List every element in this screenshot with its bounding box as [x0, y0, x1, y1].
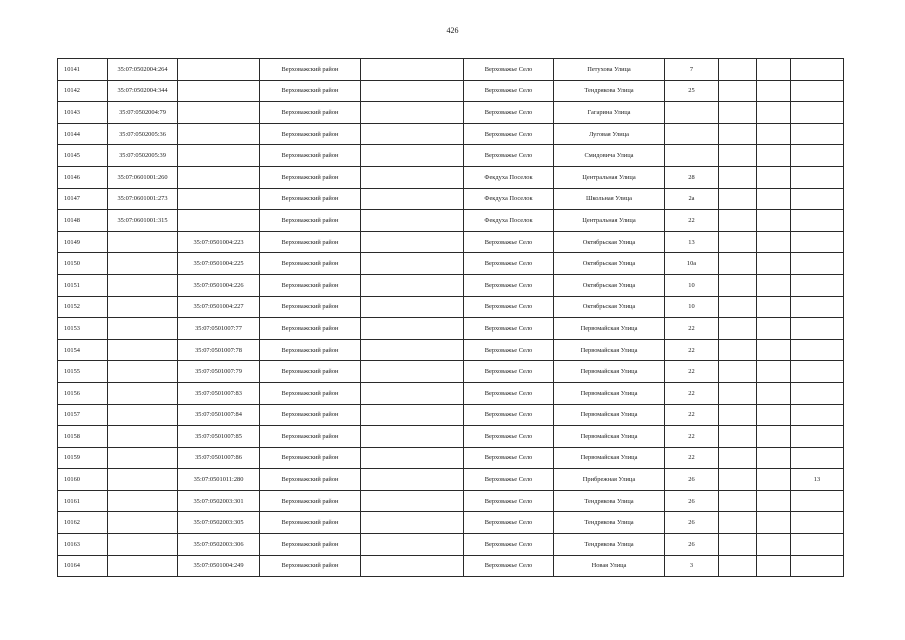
extra-cell-2 — [757, 253, 791, 275]
house-number-cell: 26 — [665, 469, 719, 491]
table-row — [58, 210, 844, 232]
house-number-cell: 22 — [665, 426, 719, 448]
district-cell: Верховажский район — [260, 512, 361, 534]
extra-cell-1 — [719, 534, 757, 556]
cadastral-number-b-cell — [178, 188, 260, 210]
street-cell: Тендрякова Улица — [554, 80, 665, 102]
extra-cell-3 — [791, 166, 844, 188]
extra-cell-1 — [719, 123, 757, 145]
empty-cell — [361, 253, 464, 275]
empty-cell — [361, 469, 464, 491]
settlement-cell: Верховажье Село — [464, 80, 554, 102]
house-number-cell: 26 — [665, 490, 719, 512]
cadastral-number-b-cell — [178, 145, 260, 167]
street-cell: Первомайская Улица — [554, 339, 665, 361]
extra-cell-3 — [791, 145, 844, 167]
house-number-cell: 22 — [665, 318, 719, 340]
cadastral-number-a-cell: 35:07:0502004:344 — [108, 80, 178, 102]
row-number-cell: 10141 — [58, 59, 108, 81]
empty-cell — [361, 339, 464, 361]
extra-cell-1 — [719, 102, 757, 124]
district-cell: Верховажский район — [260, 296, 361, 318]
empty-cell — [361, 361, 464, 383]
extra-cell-2 — [757, 231, 791, 253]
extra-cell-3: 13 — [791, 469, 844, 491]
cadastral-number-a-cell: 35:07:0502005:39 — [108, 145, 178, 167]
cadastral-number-b-cell — [178, 210, 260, 232]
district-cell: Верховажский район — [260, 145, 361, 167]
table-row — [58, 188, 844, 210]
cadastral-number-a-cell: 35:07:0502005:36 — [108, 123, 178, 145]
house-number-cell: 28 — [665, 166, 719, 188]
extra-cell-2 — [757, 361, 791, 383]
cadastral-number-a-cell: 35:07:0601001:315 — [108, 210, 178, 232]
district-cell: Верховажский район — [260, 188, 361, 210]
house-number-cell: 26 — [665, 534, 719, 556]
empty-cell — [361, 210, 464, 232]
street-cell: Тендрякова Улица — [554, 490, 665, 512]
empty-cell — [361, 404, 464, 426]
settlement-cell: Верховажье Село — [464, 447, 554, 469]
extra-cell-2 — [757, 210, 791, 232]
district-cell: Верховажский район — [260, 404, 361, 426]
extra-cell-2 — [757, 382, 791, 404]
extra-cell-1 — [719, 210, 757, 232]
district-cell: Верховажский район — [260, 447, 361, 469]
row-number-cell: 10164 — [58, 555, 108, 577]
row-number-cell: 10161 — [58, 490, 108, 512]
extra-cell-3 — [791, 426, 844, 448]
settlement-cell: Верховажье Село — [464, 339, 554, 361]
street-cell: Луговая Улица — [554, 123, 665, 145]
extra-cell-2 — [757, 404, 791, 426]
cadastral-number-b-cell: 35:07:0502003:301 — [178, 490, 260, 512]
street-cell: Октябрьская Улица — [554, 296, 665, 318]
table-row — [58, 102, 844, 124]
table-row — [58, 318, 844, 340]
cadastral-number-a-cell: 35:07:0601001:273 — [108, 188, 178, 210]
settlement-cell: Верховажье Село — [464, 426, 554, 448]
row-number-cell: 10155 — [58, 361, 108, 383]
cadastral-number-b-cell: 35:07:0501007:84 — [178, 404, 260, 426]
extra-cell-1 — [719, 166, 757, 188]
extra-cell-2 — [757, 512, 791, 534]
house-number-cell: 2а — [665, 188, 719, 210]
extra-cell-3 — [791, 123, 844, 145]
street-cell: Школьная Улица — [554, 188, 665, 210]
settlement-cell: Верховажье Село — [464, 469, 554, 491]
table-row — [58, 123, 844, 145]
street-cell: Тендрякова Улица — [554, 512, 665, 534]
district-cell: Верховажский район — [260, 318, 361, 340]
extra-cell-1 — [719, 145, 757, 167]
settlement-cell: Верховажье Село — [464, 318, 554, 340]
row-number-cell: 10158 — [58, 426, 108, 448]
extra-cell-3 — [791, 188, 844, 210]
cadastral-number-b-cell — [178, 102, 260, 124]
extra-cell-2 — [757, 166, 791, 188]
extra-cell-3 — [791, 490, 844, 512]
cadastral-number-a-cell: 35:07:0601001:260 — [108, 166, 178, 188]
cadastral-number-b-cell: 35:07:0501004:225 — [178, 253, 260, 275]
extra-cell-2 — [757, 59, 791, 81]
cadastral-number-b-cell — [178, 123, 260, 145]
extra-cell-1 — [719, 296, 757, 318]
extra-cell-3 — [791, 447, 844, 469]
empty-cell — [361, 102, 464, 124]
district-cell: Верховажский район — [260, 469, 361, 491]
street-cell: Первомайская Улица — [554, 361, 665, 383]
empty-cell — [361, 296, 464, 318]
house-number-cell — [665, 102, 719, 124]
cadastral-number-a-cell — [108, 339, 178, 361]
extra-cell-2 — [757, 188, 791, 210]
house-number-cell: 22 — [665, 210, 719, 232]
district-cell: Верховажский район — [260, 426, 361, 448]
cadastral-number-b-cell: 35:07:0501007:77 — [178, 318, 260, 340]
cadastral-number-b-cell: 35:07:0501007:85 — [178, 426, 260, 448]
extra-cell-1 — [719, 382, 757, 404]
settlement-cell: Верховажье Село — [464, 490, 554, 512]
extra-cell-2 — [757, 469, 791, 491]
settlement-cell: Верховажье Село — [464, 382, 554, 404]
street-cell: Первомайская Улица — [554, 426, 665, 448]
empty-cell — [361, 490, 464, 512]
district-cell: Верховажский район — [260, 361, 361, 383]
extra-cell-2 — [757, 447, 791, 469]
row-number-cell: 10145 — [58, 145, 108, 167]
extra-cell-2 — [757, 555, 791, 577]
house-number-cell: 10 — [665, 274, 719, 296]
settlement-cell: Верховажье Село — [464, 253, 554, 275]
district-cell: Верховажский район — [260, 555, 361, 577]
extra-cell-2 — [757, 80, 791, 102]
empty-cell — [361, 123, 464, 145]
house-number-cell: 22 — [665, 447, 719, 469]
extra-cell-3 — [791, 210, 844, 232]
empty-cell — [361, 145, 464, 167]
cadastral-number-a-cell: 35:07:0502004:79 — [108, 102, 178, 124]
street-cell: Первомайская Улица — [554, 404, 665, 426]
row-number-cell: 10146 — [58, 166, 108, 188]
street-cell: Октябрьская Улица — [554, 231, 665, 253]
extra-cell-3 — [791, 253, 844, 275]
extra-cell-1 — [719, 59, 757, 81]
extra-cell-2 — [757, 534, 791, 556]
cadastral-number-a-cell — [108, 426, 178, 448]
extra-cell-2 — [757, 102, 791, 124]
extra-cell-3 — [791, 80, 844, 102]
registry-table — [57, 58, 844, 577]
empty-cell — [361, 426, 464, 448]
house-number-cell: 10а — [665, 253, 719, 275]
cadastral-number-b-cell — [178, 59, 260, 81]
table-row — [58, 274, 844, 296]
extra-cell-1 — [719, 188, 757, 210]
extra-cell-3 — [791, 274, 844, 296]
house-number-cell: 26 — [665, 512, 719, 534]
extra-cell-3 — [791, 318, 844, 340]
extra-cell-2 — [757, 318, 791, 340]
table-row — [58, 296, 844, 318]
extra-cell-3 — [791, 231, 844, 253]
row-number-cell: 10163 — [58, 534, 108, 556]
extra-cell-3 — [791, 512, 844, 534]
extra-cell-1 — [719, 339, 757, 361]
table-row — [58, 382, 844, 404]
row-number-cell: 10150 — [58, 253, 108, 275]
district-cell: Верховажский район — [260, 123, 361, 145]
cadastral-number-b-cell: 35:07:0501007:83 — [178, 382, 260, 404]
extra-cell-1 — [719, 490, 757, 512]
table-row — [58, 512, 844, 534]
district-cell: Верховажский район — [260, 253, 361, 275]
settlement-cell: Верховажье Село — [464, 534, 554, 556]
extra-cell-3 — [791, 59, 844, 81]
street-cell: Гагарина Улица — [554, 102, 665, 124]
cadastral-number-b-cell: 35:07:0501011:280 — [178, 469, 260, 491]
row-number-cell: 10160 — [58, 469, 108, 491]
cadastral-number-b-cell: 35:07:0502003:306 — [178, 534, 260, 556]
house-number-cell — [665, 123, 719, 145]
extra-cell-3 — [791, 339, 844, 361]
extra-cell-1 — [719, 426, 757, 448]
table-row — [58, 534, 844, 556]
extra-cell-3 — [791, 555, 844, 577]
table-row — [58, 166, 844, 188]
street-cell: Первомайская Улица — [554, 318, 665, 340]
cadastral-number-b-cell: 35:07:0501007:79 — [178, 361, 260, 383]
table-row — [58, 145, 844, 167]
row-number-cell: 10144 — [58, 123, 108, 145]
row-number-cell: 10159 — [58, 447, 108, 469]
table-row — [58, 490, 844, 512]
cadastral-number-a-cell — [108, 253, 178, 275]
row-number-cell: 10148 — [58, 210, 108, 232]
empty-cell — [361, 534, 464, 556]
house-number-cell: 13 — [665, 231, 719, 253]
cadastral-number-a-cell — [108, 231, 178, 253]
extra-cell-1 — [719, 361, 757, 383]
settlement-cell: Верховажье Село — [464, 231, 554, 253]
cadastral-number-b-cell: 35:07:0501007:78 — [178, 339, 260, 361]
settlement-cell: Фекдуха Поселок — [464, 210, 554, 232]
empty-cell — [361, 231, 464, 253]
extra-cell-2 — [757, 339, 791, 361]
district-cell: Верховажский район — [260, 274, 361, 296]
extra-cell-3 — [791, 382, 844, 404]
cadastral-number-a-cell — [108, 318, 178, 340]
district-cell: Верховажский район — [260, 490, 361, 512]
row-number-cell: 10143 — [58, 102, 108, 124]
row-number-cell: 10152 — [58, 296, 108, 318]
empty-cell — [361, 318, 464, 340]
settlement-cell: Верховажье Село — [464, 296, 554, 318]
cadastral-number-a-cell — [108, 512, 178, 534]
extra-cell-1 — [719, 404, 757, 426]
empty-cell — [361, 188, 464, 210]
street-cell: Первомайская Улица — [554, 447, 665, 469]
cadastral-number-b-cell — [178, 80, 260, 102]
cadastral-number-a-cell — [108, 382, 178, 404]
extra-cell-1 — [719, 469, 757, 491]
extra-cell-1 — [719, 253, 757, 275]
extra-cell-3 — [791, 404, 844, 426]
extra-cell-1 — [719, 274, 757, 296]
district-cell: Верховажский район — [260, 339, 361, 361]
extra-cell-3 — [791, 534, 844, 556]
cadastral-number-b-cell: 35:07:0501004:226 — [178, 274, 260, 296]
extra-cell-2 — [757, 123, 791, 145]
street-cell: Смидовича Улица — [554, 145, 665, 167]
cadastral-number-a-cell — [108, 469, 178, 491]
settlement-cell: Верховажье Село — [464, 59, 554, 81]
settlement-cell: Верховажье Село — [464, 102, 554, 124]
cadastral-number-b-cell: 35:07:0501004:249 — [178, 555, 260, 577]
house-number-cell: 22 — [665, 404, 719, 426]
cadastral-number-b-cell: 35:07:0501007:86 — [178, 447, 260, 469]
table-row — [58, 469, 844, 491]
row-number-cell: 10147 — [58, 188, 108, 210]
street-cell: Новая Улица — [554, 555, 665, 577]
street-cell: Прибрежная Улица — [554, 469, 665, 491]
empty-cell — [361, 80, 464, 102]
house-number-cell: 25 — [665, 80, 719, 102]
empty-cell — [361, 555, 464, 577]
extra-cell-1 — [719, 80, 757, 102]
settlement-cell: Фекдуха Поселок — [464, 166, 554, 188]
settlement-cell: Верховажье Село — [464, 512, 554, 534]
extra-cell-2 — [757, 426, 791, 448]
table-row — [58, 404, 844, 426]
house-number-cell: 22 — [665, 361, 719, 383]
cadastral-number-a-cell — [108, 555, 178, 577]
page-number: 426 — [446, 26, 459, 35]
table-row — [58, 231, 844, 253]
district-cell: Верховажский район — [260, 59, 361, 81]
district-cell: Верховажский район — [260, 382, 361, 404]
extra-cell-1 — [719, 231, 757, 253]
extra-cell-1 — [719, 318, 757, 340]
house-number-cell — [665, 145, 719, 167]
cadastral-number-a-cell — [108, 361, 178, 383]
settlement-cell: Верховажье Село — [464, 123, 554, 145]
settlement-cell: Верховажье Село — [464, 555, 554, 577]
street-cell: Тендрякова Улица — [554, 534, 665, 556]
table-row — [58, 555, 844, 577]
extra-cell-2 — [757, 274, 791, 296]
table-row — [58, 80, 844, 102]
district-cell: Верховажский район — [260, 102, 361, 124]
street-cell: Октябрьская Улица — [554, 274, 665, 296]
table-row — [58, 361, 844, 383]
cadastral-number-b-cell: 35:07:0502003:305 — [178, 512, 260, 534]
house-number-cell: 3 — [665, 555, 719, 577]
empty-cell — [361, 447, 464, 469]
settlement-cell: Верховажье Село — [464, 274, 554, 296]
table-row — [58, 339, 844, 361]
cadastral-number-a-cell — [108, 447, 178, 469]
extra-cell-1 — [719, 512, 757, 534]
street-cell: Первомайская Улица — [554, 382, 665, 404]
cadastral-number-a-cell: 35:07:0502004:264 — [108, 59, 178, 81]
empty-cell — [361, 59, 464, 81]
table-row — [58, 253, 844, 275]
extra-cell-2 — [757, 145, 791, 167]
row-number-cell: 10142 — [58, 80, 108, 102]
table-row — [58, 447, 844, 469]
table-row — [58, 426, 844, 448]
row-number-cell: 10154 — [58, 339, 108, 361]
settlement-cell: Фекдуха Поселок — [464, 188, 554, 210]
table-row — [58, 59, 844, 81]
settlement-cell: Верховажье Село — [464, 145, 554, 167]
district-cell: Верховажский район — [260, 166, 361, 188]
empty-cell — [361, 512, 464, 534]
row-number-cell: 10156 — [58, 382, 108, 404]
empty-cell — [361, 166, 464, 188]
extra-cell-3 — [791, 361, 844, 383]
house-number-cell: 7 — [665, 59, 719, 81]
cadastral-number-a-cell — [108, 490, 178, 512]
street-cell: Октябрьская Улица — [554, 253, 665, 275]
extra-cell-1 — [719, 447, 757, 469]
row-number-cell: 10149 — [58, 231, 108, 253]
row-number-cell: 10157 — [58, 404, 108, 426]
settlement-cell: Верховажье Село — [464, 404, 554, 426]
cadastral-number-a-cell — [108, 296, 178, 318]
cadastral-number-b-cell — [178, 166, 260, 188]
cadastral-number-a-cell — [108, 534, 178, 556]
street-cell: Центральная Улица — [554, 210, 665, 232]
cadastral-number-a-cell — [108, 274, 178, 296]
district-cell: Верховажский район — [260, 210, 361, 232]
district-cell: Верховажский район — [260, 80, 361, 102]
row-number-cell: 10153 — [58, 318, 108, 340]
district-cell: Верховажский район — [260, 231, 361, 253]
street-cell: Центральная Улица — [554, 166, 665, 188]
house-number-cell: 22 — [665, 382, 719, 404]
district-cell: Верховажский район — [260, 534, 361, 556]
empty-cell — [361, 382, 464, 404]
cadastral-number-b-cell: 35:07:0501004:223 — [178, 231, 260, 253]
table-body — [58, 59, 844, 577]
row-number-cell: 10151 — [58, 274, 108, 296]
house-number-cell: 22 — [665, 339, 719, 361]
extra-cell-2 — [757, 296, 791, 318]
extra-cell-3 — [791, 296, 844, 318]
house-number-cell: 10 — [665, 296, 719, 318]
street-cell: Петухова Улица — [554, 59, 665, 81]
extra-cell-1 — [719, 555, 757, 577]
extra-cell-3 — [791, 102, 844, 124]
row-number-cell: 10162 — [58, 512, 108, 534]
cadastral-number-b-cell: 35:07:0501004:227 — [178, 296, 260, 318]
empty-cell — [361, 274, 464, 296]
settlement-cell: Верховажье Село — [464, 361, 554, 383]
cadastral-number-a-cell — [108, 404, 178, 426]
extra-cell-2 — [757, 490, 791, 512]
